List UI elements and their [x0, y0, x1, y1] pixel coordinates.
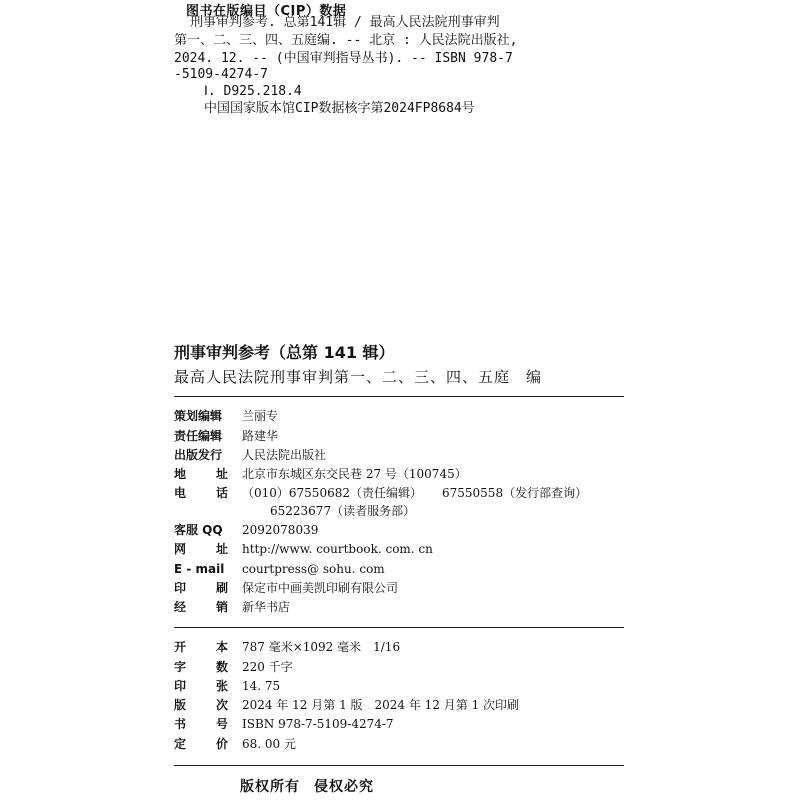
planning-editor-value: 兰丽专 — [242, 409, 279, 423]
divider-bottom — [174, 765, 624, 766]
qq-value: 2092078039 — [242, 523, 319, 537]
book-editor: 最高人民法院刑事审判第一、二、三、四、五庭 编 — [174, 368, 543, 386]
publisher-label: 出版发行 — [174, 448, 223, 462]
cip-line-6: 中国国家版本馆CIP数据核字第2024FP8684号 — [204, 101, 475, 116]
phone-value-1: （010）67550682（责任编辑） — [242, 486, 422, 500]
responsible-editor-value: 路建华 — [242, 429, 279, 443]
price-label: 定 价 — [174, 737, 228, 751]
address-value: 北京市东城区东交民巷 27 号（100745） — [242, 467, 467, 481]
website-value: http://www. courtbook. com. cn — [242, 542, 433, 556]
cip-line-4: -5109-4274-7 — [174, 67, 268, 82]
email-label: E - mail — [174, 562, 225, 576]
printer-label: 印 刷 — [174, 581, 228, 595]
divider-middle — [174, 627, 624, 628]
words-value: 220 千字 — [242, 660, 293, 674]
phone-label: 电 话 — [174, 486, 228, 500]
cip-line-1: 刑事审判参考. 总第141辑 / 最高人民法院刑事审判 — [190, 15, 500, 30]
cip-line-2: 第一、二、三、四、五庭编. -- 北京 : 人民法院出版社, — [174, 33, 518, 48]
publisher-value: 人民法院出版社 — [242, 448, 327, 462]
price-value: 68. 00 元 — [242, 737, 296, 751]
email-value: courtpress@ sohu. com — [242, 562, 385, 576]
isbn-label: 书 号 — [174, 717, 228, 731]
responsible-editor-label: 责任编辑 — [174, 429, 223, 443]
copyright-part-2: 侵权必究 — [314, 779, 374, 795]
words-label: 字 数 — [174, 660, 228, 674]
planning-editor-label: 策划编辑 — [174, 409, 223, 423]
website-label: 网 址 — [174, 542, 228, 556]
phone-value-2: 67550558（发行部查询） — [442, 486, 588, 500]
qq-label: 客服 QQ — [174, 523, 223, 537]
copyright-notice — [240, 776, 388, 796]
copyright-part-1: 版权所有 — [240, 779, 300, 795]
distributor-label: 经 销 — [174, 600, 228, 614]
edition-label: 版 次 — [174, 698, 228, 712]
printer-value: 保定市中画美凯印刷有限公司 — [242, 581, 399, 595]
sheets-label: 印 张 — [174, 679, 228, 693]
cip-line-3: 2024. 12. -- (中国审判指导丛书). -- ISBN 978-7 — [174, 51, 513, 66]
format-label: 开 本 — [174, 640, 228, 654]
distributor-value: 新华书店 — [242, 600, 291, 614]
phone-value-3: 65223677（读者服务部） — [270, 504, 416, 518]
isbn-value: ISBN 978-7-5109-4274-7 — [242, 717, 394, 731]
divider-top — [174, 396, 624, 397]
format-value: 787 毫米×1092 毫米 1/16 — [242, 640, 401, 654]
edition-value: 2024 年 12 月第 1 版 2024 年 12 月第 1 次印刷 — [242, 698, 520, 712]
sheets-value: 14. 75 — [242, 679, 281, 693]
cip-title: 图书在版编目（CIP）数据 — [186, 4, 347, 19]
cip-line-5: Ⅰ. D925.218.4 — [204, 84, 302, 99]
book-title: 刑事审判参考（总第 141 辑） — [174, 343, 395, 362]
address-label: 地 址 — [174, 467, 228, 481]
